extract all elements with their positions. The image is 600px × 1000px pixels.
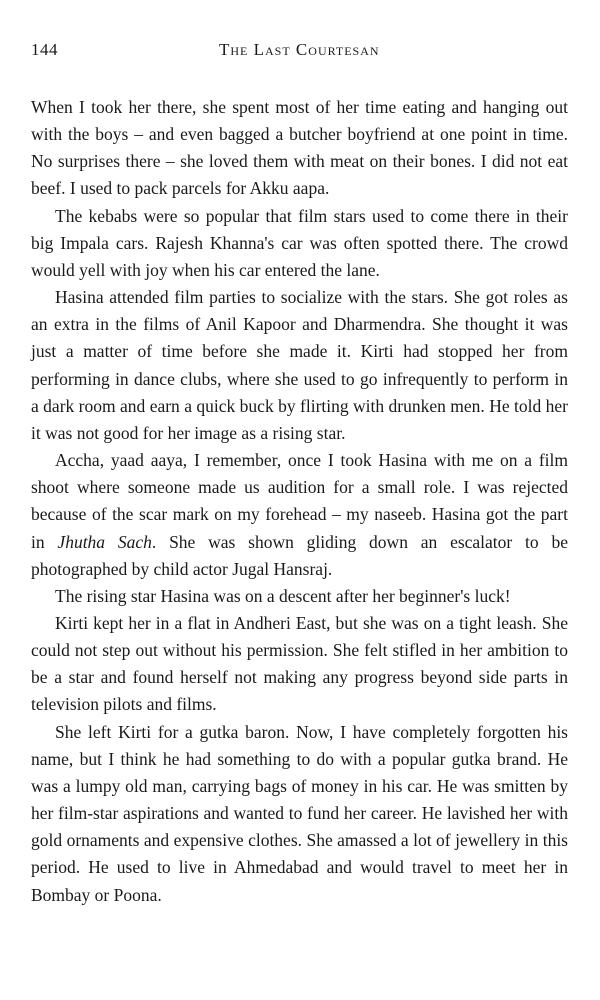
paragraph-text: Accha, yaad aaya, I remember, once I took Hasina with me on a film shoot where someone made us audition for a small role. I was rejected because of the scar mark on my forehead – my naseeb. Hasina got the part in xyxy=(31,450,568,552)
paragraph: The rising star Hasina was on a descent after her beginner's luck! xyxy=(55,585,511,606)
paragraph: She left Kirti for a gutka baron. Now, I have completely forgotten his name, but I think he had something to do with a popular gutka brand. He was a lumpy old man, carrying bags of money in his car. He was smitten by her film-star aspirations and wanted to fund her career. He lavished her with gold ornaments and expensive clothes. She amassed a lot of jewellery in this period. He used to live in Ahmedabad and would travel to meet her in Bombay or Poona. xyxy=(31,721,568,905)
page-number: 144 xyxy=(31,40,58,59)
page-header xyxy=(31,40,569,64)
film-title: Jhutha Sach xyxy=(57,531,152,552)
paragraph: When I took her there, she spent most of her time eating and hanging out with the boys – and even bagged a butcher boyfriend at one point in time. No surprises there – she loved them with meat on their bones. I did not eat beef. I used to pack parcels for Akku aapa. xyxy=(31,97,568,199)
paragraph: The kebabs were so popular that film stars used to come there in their big Impala cars. Rajesh Khanna's car was often spotted there. The crowd would yell with joy when his car entered the lane. xyxy=(31,205,568,280)
paragraph: Hasina attended film parties to socialize with the stars. She got roles as an extra in the films of Anil Kapoor and Dharmendra. She thought it was just a matter of time before she made it. Kirti had stopped her from performing in dance clubs, where she used to go infrequently to perform in a dark room and earn a quick buck by flirting with drunken men. He told her it was not good for her image as a rising star. xyxy=(31,287,568,443)
body-text xyxy=(31,94,568,909)
running-head: The Last Courtesan xyxy=(219,40,380,59)
paragraph xyxy=(31,447,568,583)
paragraph: Kirti kept her in a flat in Andheri East, but she was on a tight leash. She could not step out without his permission. She felt stifled in her ambition to be a star and found herself not making any progress beyond side parts in television pilots and films. xyxy=(31,612,568,715)
paragraph-text: . She was shown gliding down an escalator to be photographed by child actor Jugal Hansraj. xyxy=(31,531,568,579)
